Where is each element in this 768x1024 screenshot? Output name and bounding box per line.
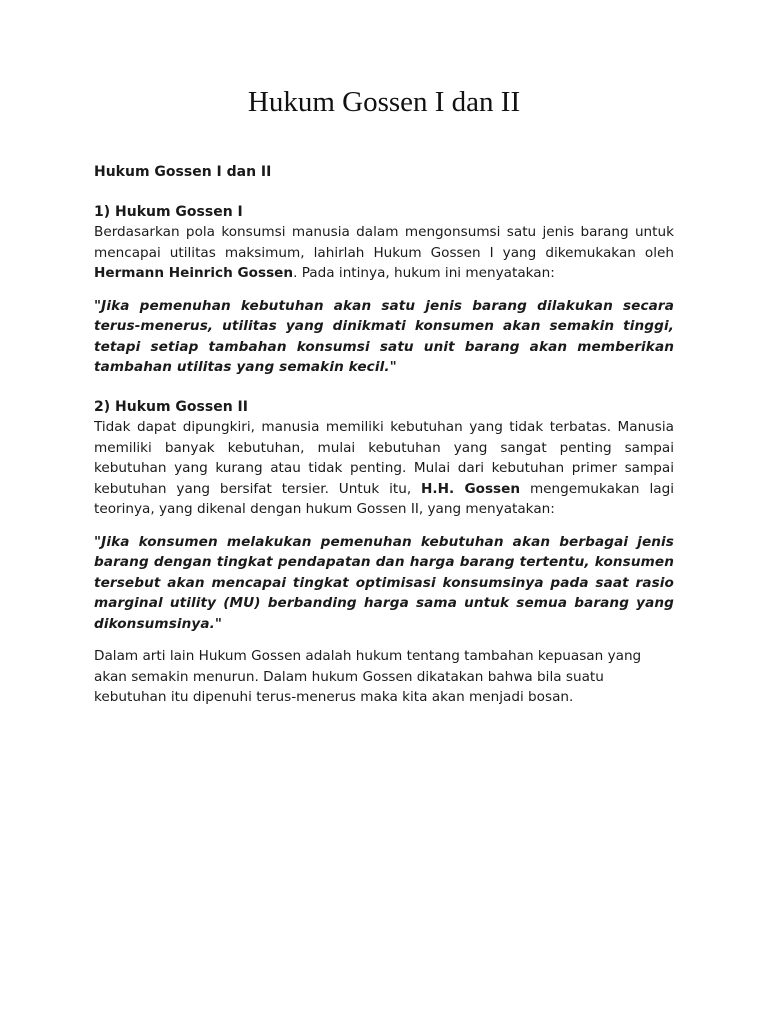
section2-quote: "Jika konsumen melakukan pemenuhan kebutuhan akan berbagai jenis barang dengan tingkat pendapatan dan harga barang tertentu, konsumen tersebut akan mencapai tingkat optimisasi konsumsinya pada saat rasio marginal utility (MU) berbanding harga sama untuk semua barang yang dikonsumsinya." xyxy=(94,533,674,632)
section2-text-a: Tidak dapat dipungkiri, manusia memiliki kebutuhan yang tidak terbatas. Manusia memiliki banyak kebutuhan, mulai kebutuhan yang sangat penting sampai kebutuhan yang kurang atau tidak penting. Mulai dari kebutuhan primer sampai kebutuhan yang bersifat tersier. Untuk itu, xyxy=(94,419,674,497)
section2-heading: 2) Hukum Gossen II xyxy=(94,398,248,415)
section1-author-name: Hermann Heinrich Gossen xyxy=(94,265,294,281)
section1-quote: "Jika pemenuhan kebutuhan akan satu jenis barang dilakukan secara terus-menerus, utilitas yang dinikmati konsumen akan semakin tinggi, tetapi setiap tambahan konsumsi satu unit barang akan memberikan tambahan utilitas yang semakin kecil." xyxy=(94,297,674,375)
document-subtitle: Hukum Gossen I dan II xyxy=(94,164,272,180)
document-title: Hukum Gossen I dan II xyxy=(247,86,521,118)
section1-text-a: Berdasarkan pola konsumsi manusia dalam mengonsumsi satu jenis barang untuk mencapai utilitas maksimum, lahirlah Hukum Gossen I yang dikemukakan oleh xyxy=(94,224,674,261)
section2-author-name: H.H. Gossen xyxy=(421,480,521,497)
section2-text-b: mengemukakan lagi teorinya, yang dikenal dengan hukum Gossen II, yang menyatakan: xyxy=(94,480,674,517)
section1-heading: 1) Hukum Gossen I xyxy=(94,203,243,220)
section1-paragraph xyxy=(94,222,674,284)
closing-paragraph: Dalam arti lain Hukum Gossen adalah hukum tentang tambahan kepuasan yang akan semakin menurun. Dalam hukum Gossen dikatakan bahwa bila suatu kebutuhan itu dipenuhi terus-menerus maka kita akan menjadi bosan. xyxy=(94,648,642,705)
section2-paragraph xyxy=(94,417,674,520)
document-body xyxy=(94,162,674,708)
section1-text-b: . Pada intinya, hukum ini menyatakan: xyxy=(293,265,555,281)
